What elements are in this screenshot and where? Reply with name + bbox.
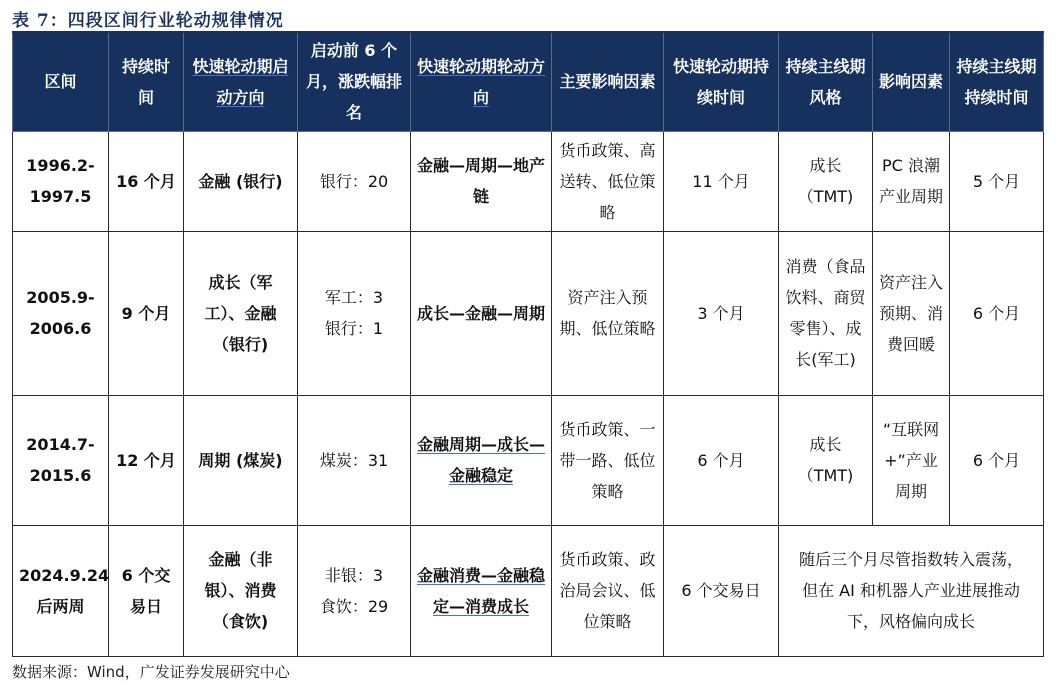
table-row [13,131,1044,231]
table-row [13,395,1044,525]
cell-main-duration: 5 个月 [950,131,1044,231]
cell-duration: 12 个月 [109,395,184,525]
cell-ranking: 银行：20 [298,131,411,231]
cell-period: 2005.9-2006.6 [13,231,109,395]
cell-start-direction: 金融 (银行) [184,131,298,231]
cell-merged-note: 随后三个月尽管指数转入震荡，但在 AI 和机器人产业进展推动下，风格偏向成长 [779,525,1044,656]
table-row [13,231,1044,395]
cell-period: 2024.9.24 后两周 [13,525,109,656]
header-main-style: 持续主线期风格 [779,32,873,131]
cell-main-factors: PC 浪潮产业周期 [873,131,950,231]
header-duration: 持续时间 [109,32,184,131]
cell-fast-duration: 6 个月 [664,395,779,525]
table-caption: 表 7：四段区间行业轮动规律情况 [12,11,284,31]
source-note: 数据来源：Wind，广发证券发展研究中心 [12,663,290,681]
cell-factors: 货币政策、政治局会议、低位策略 [552,525,664,656]
header-ranking: 启动前 6 个月，涨跌幅排名 [298,32,411,131]
header-start-direction: 快速轮动期启动方向 [184,32,298,131]
header-fast-duration: 快速轮动期持续时间 [664,32,779,131]
ranking-line: 食饮：29 [319,596,389,616]
cell-rotation-direction: 成长—金融—周期 [411,231,552,395]
cell-ranking: 煤炭：31 [298,395,411,525]
ranking-line: 银行：1 [324,319,384,338]
cell-rotation-direction: 金融消费—金融稳定—消费成长 [411,525,552,656]
cell-ranking [298,231,411,395]
cell-rotation-direction: 金融—周期—地产链 [411,131,552,231]
cell-main-duration: 6 个月 [950,231,1044,395]
cell-main-style: 成长（TMT) [779,131,873,231]
cell-start-direction: 周期 (煤炭) [184,395,298,525]
cell-start-direction: 金融（非银）、消费（食饮) [184,525,298,656]
cell-ranking [298,525,411,656]
ranking-line: 非银：3 [324,565,384,585]
cell-period: 1996.2-1997.5 [13,131,109,231]
header-rotation-direction: 快速轮动期轮动方向 [411,32,552,131]
cell-factors: 货币政策、一带一路、低位策略 [552,395,664,525]
header-row [13,32,1044,131]
cell-duration: 16 个月 [109,131,184,231]
sector-rotation-table [12,31,1044,657]
header-main-factors: 影响因素 [873,32,950,131]
cell-factors: 货币政策、高送转、低位策略 [552,131,664,231]
cell-period: 2014.7-2015.6 [13,395,109,525]
cell-main-style: 消费（食品饮料、商贸零售）、成长(军工) [779,231,873,395]
cell-start-direction: 成长（军工）、金融（银行) [184,231,298,395]
cell-main-duration: 6 个月 [950,395,1044,525]
cell-fast-duration: 6 个交易日 [664,525,779,656]
cell-fast-duration: 3 个月 [664,231,779,395]
cell-fast-duration: 11 个月 [664,131,779,231]
cell-duration: 9 个月 [109,231,184,395]
header-main-duration: 持续主线期持续时间 [950,32,1044,131]
cell-main-factors: “互联网+”产业周期 [873,395,950,525]
table-row [13,525,1044,656]
cell-main-style: 成长（TMT) [779,395,873,525]
ranking-line: 军工：3 [324,288,384,307]
cell-main-factors: 资产注入预期、消费回暖 [873,231,950,395]
header-period: 区间 [13,32,109,131]
cell-factors: 资产注入预期、低位策略 [552,231,664,395]
header-factors: 主要影响因素 [552,32,664,131]
cell-duration: 6 个交易日 [109,525,184,656]
cell-rotation-direction: 金融周期—成长—金融稳定 [411,395,552,525]
